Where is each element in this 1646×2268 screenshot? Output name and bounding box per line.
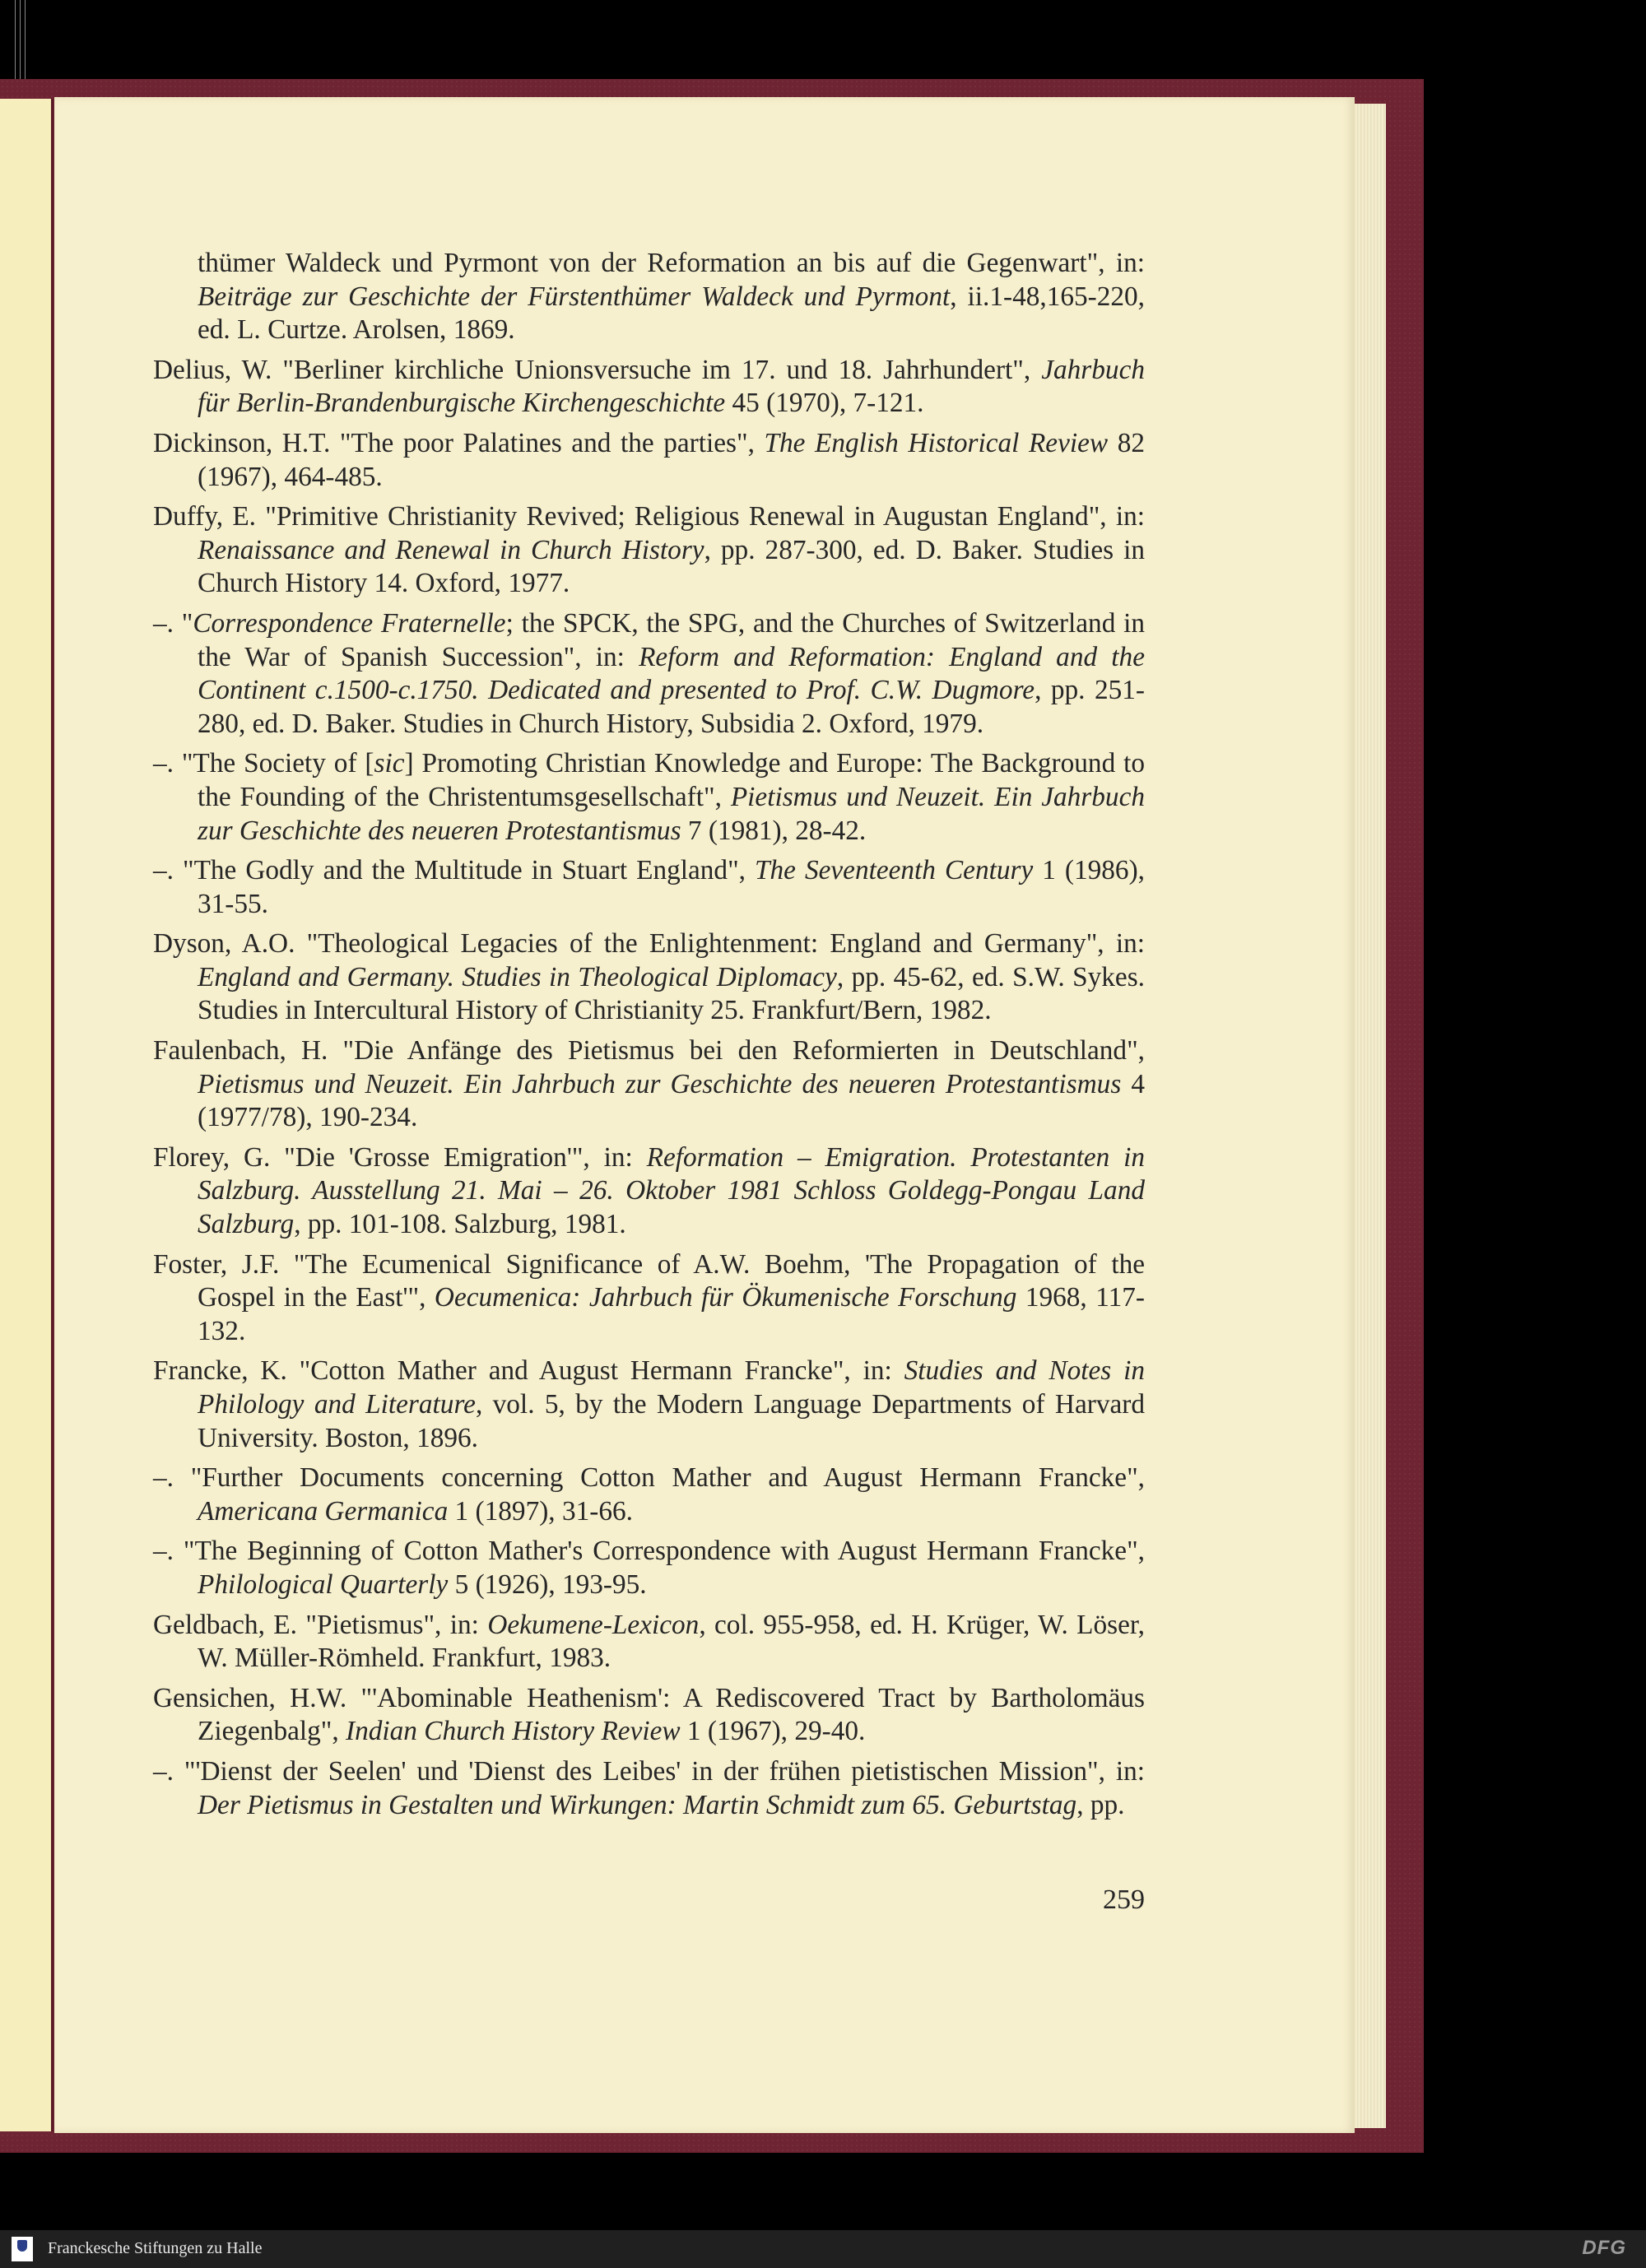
bookmark-threads [0,0,40,91]
bibliography-entry [153,854,1145,921]
entry-text: –. "The Society of [ [153,748,374,779]
entry-text: , pp. 251-280, ed. D. Baker. Studies in Church History, Subsidia 2. Oxford, 1979. [198,675,1145,739]
entry-title-italic: Der Pietismus in Gestalten und Wirkungen: Martin Schmidt zum 65. Geburtstag [198,1789,1077,1820]
entry-title-italic: Oecumenica: Jahrbuch für Ökumenische Forschung [434,1282,1017,1313]
facing-page-edge [0,99,53,2131]
entry-text: 1 (1986), 31-55. [198,855,1145,919]
entry-text: , pp. 101-108. Salzburg, 1981. [294,1209,626,1240]
entry-title-italic: sic [374,748,405,779]
entry-title-italic: Pietismus und Neuzeit. Ein Jahrbuch zur Geschichte des neueren Protestantismus [198,781,1145,846]
entry-text: 7 (1981), 28-42. [681,815,867,846]
entry-text: –. "The Godly and the Multitude in Stuart England", [153,855,756,886]
bibliography-entry [153,1034,1145,1135]
bibliography-entry [153,1609,1145,1675]
entry-text: Florey, G. "Die 'Grosse Emigration'", in: [153,1141,647,1173]
entry-text: thümer Waldeck und Pyrmont von der Reformation an bis auf die Gegenwart", in: [198,248,1145,278]
entry-text: 1 (1967), 29-40. [680,1716,866,1747]
logo-mark [17,2240,27,2252]
entry-text: –. "The Beginning of Cotton Mather's Correspondence with August Hermann Francke", [153,1536,1145,1567]
entry-title-italic: Americana Germanica [198,1495,449,1527]
bibliography-entry [153,247,1145,347]
entry-text: Dyson, A.O. "Theological Legacies of the Enlightenment: England and Germany", in: [153,928,1145,960]
entry-text: , pp. [1076,1789,1125,1820]
entry-text: 1 (1897), 31-66. [448,1495,633,1527]
bibliography-entry [153,427,1145,494]
entry-title-italic: The English Historical Review [764,427,1109,458]
bibliography-entry [153,607,1145,741]
page-edges [1355,104,1386,2128]
entry-text: , pp. 287-300, ed. D. Baker. Studies in Church History 14. Oxford, 1977. [198,534,1145,599]
francke-foundation-logo-icon [12,2237,33,2261]
entry-text: ] Promoting Christian Knowledge and Europe: The Background to the Founding of the Christentumsgesellschaft", [198,748,1145,812]
entry-text: Gensichen, H.W. "'Abominable Heathenism': A Rediscovered Tract by Bartholomäus Ziegenbalg", [153,1682,1145,1747]
bibliography-entry [153,500,1145,601]
bibliography-entry [153,1248,1145,1349]
entry-text: , col. 955-958, ed. H. Krüger, W. Löser, W. Müller-Römheld. Frankfurt, 1983. [198,1609,1145,1674]
book-gutter [51,99,53,2131]
entry-title-italic: Philological Quarterly [198,1569,449,1600]
entry-text: 4 (1977/78), 190-234. [198,1068,1145,1133]
entry-text: –. "Further Documents concerning Cotton Mather and August Hermann Francke", [153,1462,1145,1494]
page-number: 259 [1103,1885,1145,1915]
entry-text: –. "'Dienst der Seelen' und 'Dienst des Leibes' in der frühen pietistischen Mission", in: [153,1755,1145,1787]
entry-text: , pp. 45-62, ed. S.W. Sykes. Studies in Intercultural History of Christianity 25. Frankfurt/Bern, 1982. [198,961,1145,1026]
bibliography-entry [153,747,1145,848]
bibliography-text [153,247,1145,1829]
entry-text: Faulenbach, H. "Die Anfänge des Pietismus bei den Reformierten in Deutschland", [153,1035,1145,1067]
entry-text: Foster, J.F. "The Ecumenical Significance of A.W. Boehm, 'The Propagation of the Gospel in the East'", [153,1248,1145,1313]
entry-text: 82 (1967), 464-485. [198,427,1145,492]
entry-text: Francke, K. "Cotton Mather and August Hermann Francke", in: [153,1355,904,1387]
entry-title-italic: Jahrbuch für Berlin-Brandenburgische Kirchengeschichte [198,354,1145,419]
dfg-logo: DFG [1582,2237,1626,2259]
institution-label: Franckesche Stiftungen zu Halle [48,2239,263,2257]
bibliography-entry [153,1462,1145,1528]
entry-title-italic: Reformation – Emigration. Protestanten in Salzburg. Ausstellung 21. Mai – 26. Oktober 1981 Schloss Goldegg-Pongau Land Salzburg [198,1141,1145,1240]
entry-text: Delius, W. "Berliner kirchliche Unionsversuche im 17. und 18. Jahrhundert", [153,354,1042,385]
bibliography-entry [153,354,1145,421]
bibliography-entry [153,1535,1145,1601]
entry-text: ; the SPCK, the SPG, and the Churches of Switzerland in the War of Spanish Succession", in: [198,607,1145,672]
entry-text: , ii.1-48,165-220, ed. L. Curtze. Arolsen, 1869. [198,281,1145,346]
entry-title-italic: Beiträge zur Geschichte der Fürstenthümer Waldeck und Pyrmont [198,281,951,312]
viewer-footer [0,2230,1646,2268]
entry-text: Geldbach, E. "Pietismus", in: [153,1609,488,1640]
entry-text: Dickinson, H.T. "The poor Palatines and the parties", [153,427,765,458]
entry-title-italic: Renaissance and Renewal in Church History [198,534,704,565]
entry-title-italic: Reform and Reformation: England and the Continent c.1500-c.1750. Dedicated and presented to Prof. C.W. Dugmore [198,641,1145,706]
entry-text: Duffy, E. "Primitive Christianity Revived; Religious Renewal in Augustan England", in: [153,501,1145,532]
entry-text: –. " [153,607,193,639]
entry-title-italic: Indian Church History Review [346,1716,681,1747]
entry-title-italic: The Seventeenth Century [755,855,1034,886]
entry-text: , vol. 5, by the Modern Language Departments of Harvard University. Boston, 1896. [198,1389,1145,1453]
entry-title-italic: England and Germany. Studies in Theological Diplomacy [198,961,837,992]
entry-text: 1968, 117-132. [198,1282,1145,1346]
bibliography-entry [153,1355,1145,1455]
bibliography-entry [153,1755,1145,1822]
entry-title-italic: Studies and Notes in Philology and Literature [198,1355,1145,1420]
bibliography-entry [153,1141,1145,1242]
entry-text: 45 (1970), 7-121. [725,388,924,419]
bibliography-entry [153,1682,1145,1749]
entry-title-italic: Correspondence Fraternelle [193,607,506,639]
entry-title-italic: Pietismus und Neuzeit. Ein Jahrbuch zur Geschichte des neueren Protestantismus [198,1068,1122,1099]
entry-text: 5 (1926), 193-95. [448,1569,647,1600]
bibliography-entry [153,927,1145,1028]
entry-title-italic: Oekumene-Lexicon [487,1609,700,1640]
